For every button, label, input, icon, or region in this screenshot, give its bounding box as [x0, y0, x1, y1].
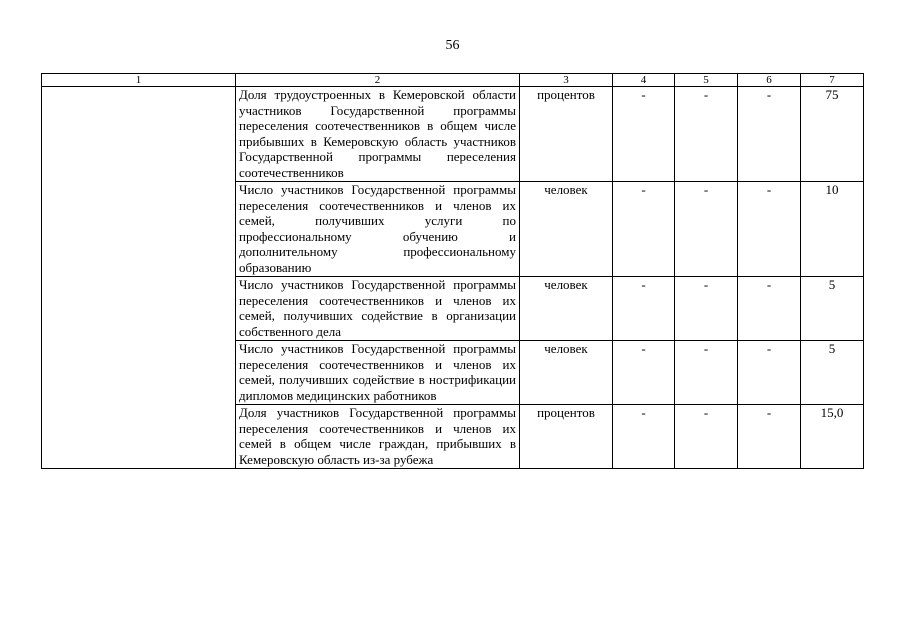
indicator-value: 75: [801, 87, 864, 182]
column-header: 3: [520, 74, 613, 87]
column-number-row: [42, 74, 864, 87]
indicator-description: Число участников Государственной программы переселения соотечественников и членов их семей, получивших содействие в организации собственного дела: [236, 277, 520, 341]
indicator-value: -: [675, 87, 738, 182]
indicator-value: -: [738, 405, 801, 469]
indicator-unit: процентов: [520, 87, 613, 182]
indicator-value: -: [675, 182, 738, 277]
column-header: 7: [801, 74, 864, 87]
indicator-value: -: [613, 182, 675, 277]
indicator-value: -: [613, 405, 675, 469]
indicator-unit: человек: [520, 341, 613, 405]
indicator-value: 10: [801, 182, 864, 277]
indicator-description: Доля трудоустроенных в Кемеровской области участников Государственной программы переселения соотечественников в общем числе прибывших в Кемеровскую область участников Государственной программы переселения соотечественников: [236, 87, 520, 182]
indicator-value: -: [675, 405, 738, 469]
column-header: 4: [613, 74, 675, 87]
indicator-value: -: [738, 87, 801, 182]
indicator-value: -: [738, 277, 801, 341]
indicator-value: -: [738, 341, 801, 405]
indicator-value: -: [675, 277, 738, 341]
indicator-description: Число участников Государственной программы переселения соотечественников и членов их семей, получивших содействие в нострификации дипломов медицинских работников: [236, 341, 520, 405]
indicator-value: -: [613, 87, 675, 182]
column-header: 6: [738, 74, 801, 87]
indicator-value: -: [613, 341, 675, 405]
indicator-value: -: [738, 182, 801, 277]
empty-cell: [42, 87, 236, 469]
indicators-table: [41, 73, 864, 469]
indicator-value: 15,0: [801, 405, 864, 469]
indicator-value: 5: [801, 277, 864, 341]
indicator-value: -: [675, 341, 738, 405]
column-header: 2: [236, 74, 520, 87]
indicator-unit: человек: [520, 277, 613, 341]
page-number: 56: [445, 38, 460, 53]
indicator-value: -: [613, 277, 675, 341]
table-row: [42, 87, 864, 182]
indicator-description: Доля участников Государственной программы переселения соотечественников и членов их семей в общем числе граждан, прибывших в Кемеровскую область из-за рубежа: [236, 405, 520, 469]
indicator-unit: процентов: [520, 405, 613, 469]
column-header: 5: [675, 74, 738, 87]
indicator-description: Число участников Государственной программы переселения соотечественников и членов их семей, получивших услуги по профессиональному обучению и дополнительному профессиональному образованию: [236, 182, 520, 277]
indicator-unit: человек: [520, 182, 613, 277]
indicator-value: 5: [801, 341, 864, 405]
column-header: 1: [42, 74, 236, 87]
